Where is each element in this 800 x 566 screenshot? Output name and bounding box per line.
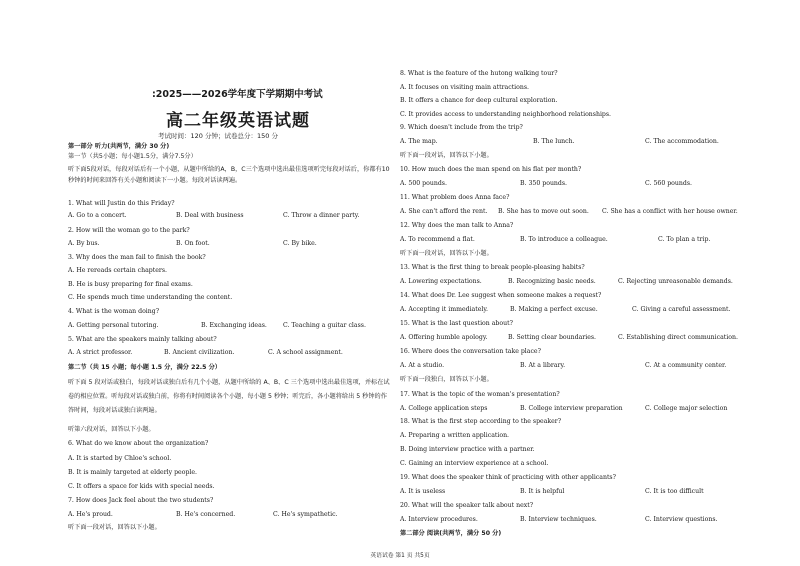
q8-option-a: A. It focuses on visiting main attractions. (400, 84, 530, 91)
q10-option-a: A. 500 pounds. (400, 180, 447, 187)
q12-option-c: C. To plan a trip. (658, 236, 711, 243)
question-10: 10. How much does the man spend on his flat per month? (400, 166, 582, 173)
q2-option-a: A. By bus. (68, 240, 100, 247)
q3-option-b: B. He is busy preparing for final exams. (68, 281, 193, 288)
question-6: 6. What do we know about the organization? (68, 440, 209, 447)
q16-option-a: A. At a studio. (400, 362, 445, 369)
q18-option-a: A. Preparing a written application. (400, 432, 510, 439)
q6-option-a: A. It is started by Chloe's school. (68, 455, 172, 462)
q4-option-b: B. Exchanging ideas. (201, 322, 267, 329)
question-5: 5. What are the speakers mainly talking about? (68, 336, 217, 343)
q9-option-a: A. The map. (400, 138, 438, 145)
listen-instruction-c: 听下面一段独白，回答以下小题。 (400, 376, 493, 383)
question-8: 8. What is the feature of the hutong walking tour? (400, 70, 558, 77)
q1-option-b: B. Deal with business (176, 212, 244, 219)
q17-option-c: C. College major selection (645, 405, 728, 412)
q18-option-c: C. Gaining an interview experience at a school. (400, 460, 549, 467)
exam-year-header: :2025——2026学年度下学期期中考试 (152, 89, 323, 100)
q6-option-c: C. It offers a space for kids with special needs. (68, 483, 215, 490)
q11-option-b: B. She has to move out soon. (498, 208, 589, 215)
q15-option-c: C. Establishing direct communication. (618, 334, 738, 341)
q15-option-a: A. Offering humble apology. (400, 334, 488, 341)
q19-option-a: A. It is useless (400, 488, 446, 495)
q13-option-c: C. Rejecting unreasonable demands. (618, 278, 733, 285)
page-footer: 英语试卷 第1 页 共5页 (370, 553, 430, 559)
q1-option-c: C. Throw a dinner party. (283, 212, 360, 219)
q15-option-b: B. Setting clear boundaries. (508, 334, 597, 341)
q16-option-c: C. At a community center. (645, 362, 727, 369)
listen-instruction-a: 听下面一段对话，回答以下小题。 (400, 152, 493, 159)
q9-option-c: C. The accommodation. (645, 138, 719, 145)
section2-heading: 第二节（共 15 小题；每小题 1.5 分，满分 22.5 分） (68, 364, 221, 371)
q13-option-b: B. Recognizing basic needs. (508, 278, 596, 285)
question-20: 20. What will the speaker talk about next? (400, 502, 534, 509)
q12-option-b: B. To introduce a colleague. (520, 236, 608, 243)
q13-option-a: A. Lowering expectations. (400, 278, 482, 285)
question-1: 1. What will Justin do this Friday? (68, 200, 175, 207)
part2-heading: 第二部分 阅读(共两节，满分 50 分) (400, 530, 502, 537)
q4-option-a: A. Getting personal tutoring. (68, 322, 159, 329)
question-11: 11. What problem does Anna face? (400, 194, 510, 201)
question-16: 16. Where does the conversation take place? (400, 348, 541, 355)
question-12: 12. Why does the man talk to Anna? (400, 222, 514, 229)
q14-option-a: A. Accepting it immediately. (400, 306, 489, 313)
question-9: 9. Which doesn't include from the trip? (400, 124, 523, 131)
q20-option-b: B. Interview techniques. (520, 516, 597, 523)
q17-option-a: A. College application steps (400, 405, 488, 412)
q20-option-a: A. Interview procedures. (400, 516, 478, 523)
q5-option-b: B. Ancient civilization. (164, 349, 235, 356)
question-18: 18. What is the first step according to the speaker? (400, 418, 562, 425)
q20-option-c: C. Interview questions. (645, 516, 718, 523)
q11-option-a: A. She can't afford the rent. (400, 208, 488, 215)
question-2: 2. How will the woman go to the park? (68, 227, 190, 234)
q8-option-c: C. It provides access to understanding neighborhood relationships. (400, 111, 612, 118)
section1-heading: 第一节（共5小题；每小题1.5分，满分7.5分） (68, 153, 197, 160)
q7-option-a: A. He's proud. (68, 511, 113, 518)
q11-option-c: C. She has a conflict with her house owner. (602, 208, 738, 215)
q4-option-c: C. Teaching a guitar class. (283, 322, 366, 329)
q5-option-c: C. A school assignment. (268, 349, 343, 356)
question-19: 19. What does the speaker think of practicing with other applicants? (400, 474, 616, 481)
q14-option-b: B. Making a perfect excuse. (510, 306, 598, 313)
q10-option-b: B. 350 pounds. (520, 180, 568, 187)
q9-option-b: B. The lunch. (533, 138, 575, 145)
q19-option-c: C. It is too difficult (645, 488, 704, 495)
question-14: 14. What does Dr. Lee suggest when someone makes a request? (400, 292, 602, 299)
q19-option-b: B. It is helpful (520, 488, 565, 495)
q6-option-b: B. It is mainly targeted at elderly people. (68, 469, 198, 476)
question-7: 7. How does Jack feel about the two students? (68, 497, 214, 504)
q8-option-b: B. It offers a chance for deep cultural exploration. (400, 97, 558, 104)
question-13: 13. What is the first thing to break people-pleasing habits? (400, 264, 585, 271)
q2-option-b: B. On foot. (176, 240, 210, 247)
question-3: 3. Why does the man fail to finish the book? (68, 254, 206, 261)
q7-option-b: B. He's concerned. (176, 511, 236, 518)
q14-option-c: C. Giving a careful assessment. (632, 306, 731, 313)
question-4: 4. What is the woman doing? (68, 308, 160, 315)
q16-option-b: B. At a library. (520, 362, 566, 369)
question-17: 17. What is the topic of the woman's presentation? (400, 391, 560, 398)
q10-option-c: C. 560 pounds. (645, 180, 692, 187)
listen-instruction-b: 听下面一段对话，回答以下小题。 (400, 250, 493, 257)
exam-meta: 考试时间：120 分钟；试卷总分：150 分 (158, 132, 278, 140)
q3-option-c: C. He spends much time understanding the content. (68, 294, 233, 301)
q7-option-c: C. He's sympathetic. (273, 511, 338, 518)
q1-option-a: A. Go to a concert. (68, 212, 127, 219)
q3-option-a: A. He rereads certain chapters. (68, 267, 167, 274)
q2-option-c: C. By bike. (283, 240, 317, 247)
section2-instructions: 听下面 5 段对话或独白，每段对话或独白后有几个小题，从题中所给的 A、B、C 三个选项中选出最佳选项，并标在试卷的相应位置。听每段对话或独白前，你将有时间阅读各个小题，每小题 5 秒钟；听完后，各小题将给出 5 秒钟的作答时间，每段对话或独白读两遍。 (68, 379, 390, 414)
listen-instruction-6: 听第六段对话，回答以下小题。 (68, 426, 155, 433)
q5-option-a: A. A strict professor. (68, 349, 133, 356)
listen-instruction-7: 听下面一段对话，回答以下小题。 (68, 524, 161, 531)
exam-title: 高二年级英语试题 (166, 111, 310, 131)
question-15: 15. What is the last question about? (400, 320, 513, 327)
q12-option-a: A. To recommend a flat. (400, 236, 475, 243)
q18-option-b: B. Doing interview practice with a partner. (400, 446, 535, 453)
part1-heading: 第一部分 听力(共两节，满分 30 分) (68, 143, 170, 150)
q17-option-b: B. College interview preparation (520, 405, 623, 412)
section1-instructions: 听下面5段对话，每段对话后有一个小题，从题中所给的A，B，C三个选项中选出最佳选项听完每段对话后，你都有10秒钟的时间来回答有关小题和阅读下一小题。每段对话读两遍。 (68, 166, 390, 184)
